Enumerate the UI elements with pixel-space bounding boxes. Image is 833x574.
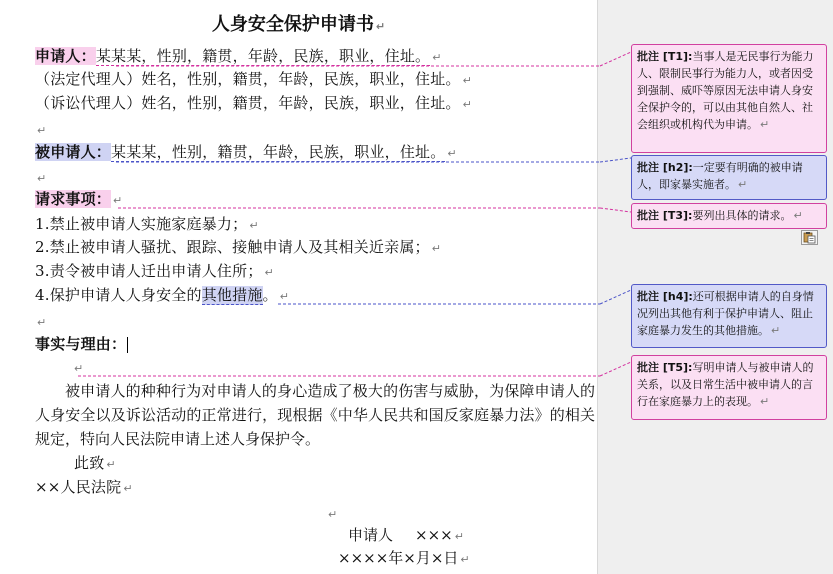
respondent-value: 某某某，性别，籍贯，年龄，民族，职业，住址。 (111, 143, 446, 161)
facts-heading[interactable] (35, 334, 128, 354)
body-paragraph[interactable]: 被申请人的种种行为对申请人的身心造成了极大的伤害与威胁，为保障申请人的人身安全以及诉讼活动的正常进行，现根据《中华人民共和国反家庭暴力法》的相关规定，特向人民法院申请上述人身保护令。 (35, 382, 595, 448)
comment-balloon-t5[interactable]: 批注 [T5]:写明申请人与被申请人的关系，以及日常生活中被申请人的言行在家庭暴力上的表现。 ↵ (631, 355, 827, 420)
comment-text: 要列出具体的请求。 (692, 209, 792, 222)
comment-label: 批注 [h4]: (637, 290, 693, 303)
court-line[interactable]: ××人民法院 ↵ (35, 478, 133, 496)
comment-balloon-h4[interactable]: 批注 [h4]:还可根据申请人的自身情况列出其他有利于保护申请人、阻止家庭暴力发生的其他措施。 ↵ (631, 284, 827, 348)
signature-label: 申请人 (348, 526, 394, 544)
requests-heading[interactable]: 请求事项： ↵ (35, 190, 123, 208)
request-item[interactable]: 3.责令被申请人迁出申请人住所； ↵ (35, 262, 274, 280)
request-item[interactable]: 2.禁止被申请人骚扰、跟踪、接触申请人及其相关近亲属； ↵ (35, 238, 442, 256)
other-measures-highlight: 其他措施 (201, 286, 263, 304)
empty-paragraph[interactable]: ↵ (328, 508, 338, 521)
requests-label: 请求事项： (35, 190, 112, 208)
comment-balloon-h2[interactable]: 批注 [h2]:一定要有明确的被申请人，即家暴实施者。 ↵ (631, 155, 827, 200)
comment-balloon-t1[interactable]: 批注 [T1]:当事人是无民事行为能力人、限制民事行为能力人，或者因受到强制、威吓等原因无法申请人身安全保护令的，可以由其他自然人、社会组织或机构代为申请。 ↵ (631, 44, 827, 153)
comment-text: 还可根据申请人的自身情况列出其他有利于保护申请人、阻止家庭暴力发生的其他措施。 (637, 290, 814, 337)
comment-label: 批注 [T1]: (637, 50, 693, 63)
litigation-rep-line[interactable]: （诉讼代理人）姓名，性别，籍贯，年龄，民族，职业，住址。 ↵ (35, 94, 473, 112)
empty-paragraph[interactable]: ↵ (37, 172, 47, 185)
comment-text: 一定要有明确的被申请人，即家暴实施者。 (637, 161, 803, 191)
applicant-label: 申请人： (35, 47, 96, 65)
empty-paragraph[interactable]: ↵ (37, 124, 47, 137)
comment-balloon-t3[interactable]: 批注 [T3]:要列出具体的请求。 ↵ (631, 203, 827, 229)
comment-text: 当事人是无民事行为能力人、限制民事行为能力人，或者因受到强制、威吓等原因无法申请人身安全保护令的，可以由其他自然人、社会组织或机构代为申请。 (637, 50, 814, 131)
empty-paragraph[interactable]: ↵ (74, 362, 84, 375)
facts-label: 事实与理由： (35, 335, 127, 353)
empty-paragraph[interactable]: ↵ (37, 316, 47, 329)
applicant-line[interactable]: 申请人：某某某，性别，籍贯，年龄，民族，职业，住址。 ↵ (35, 47, 442, 65)
signature-line[interactable]: 申请人 ××× ↵ (348, 526, 464, 544)
request-item[interactable]: 4.保护申请人人身安全的其他措施。 ↵ (35, 286, 290, 304)
applicant-value: 某某某，性别，籍贯，年龄，民族，职业，住址。 (95, 47, 431, 65)
legal-rep-line[interactable]: （法定代理人）姓名，性别，籍贯，年龄，民族，职业，住址。 ↵ (35, 70, 473, 88)
request-item[interactable]: 1.禁止被申请人实施家庭暴力； ↵ (35, 215, 259, 233)
comment-text: 写明申请人与被申请人的关系，以及日常生活中被申请人的言行在家庭暴力上的表现。 (637, 361, 814, 408)
date-line[interactable]: ××××年×月×日 ↵ (338, 549, 470, 567)
text-cursor (127, 337, 128, 353)
document-title: 人身安全保护申请书 ↵ (211, 14, 386, 35)
closing-line[interactable]: 此致 ↵ (74, 454, 116, 472)
paste-options-icon[interactable] (801, 230, 818, 245)
respondent-label: 被申请人： (35, 143, 112, 161)
respondent-line[interactable]: 被申请人：某某某，性别，籍贯，年龄，民族，职业，住址。 ↵ (35, 143, 457, 161)
comment-label: 批注 [T5]: (637, 361, 693, 374)
comment-label: 批注 [T3]: (637, 209, 693, 222)
comment-label: 批注 [h2]: (637, 161, 693, 174)
signature-name: ××× (415, 526, 453, 544)
